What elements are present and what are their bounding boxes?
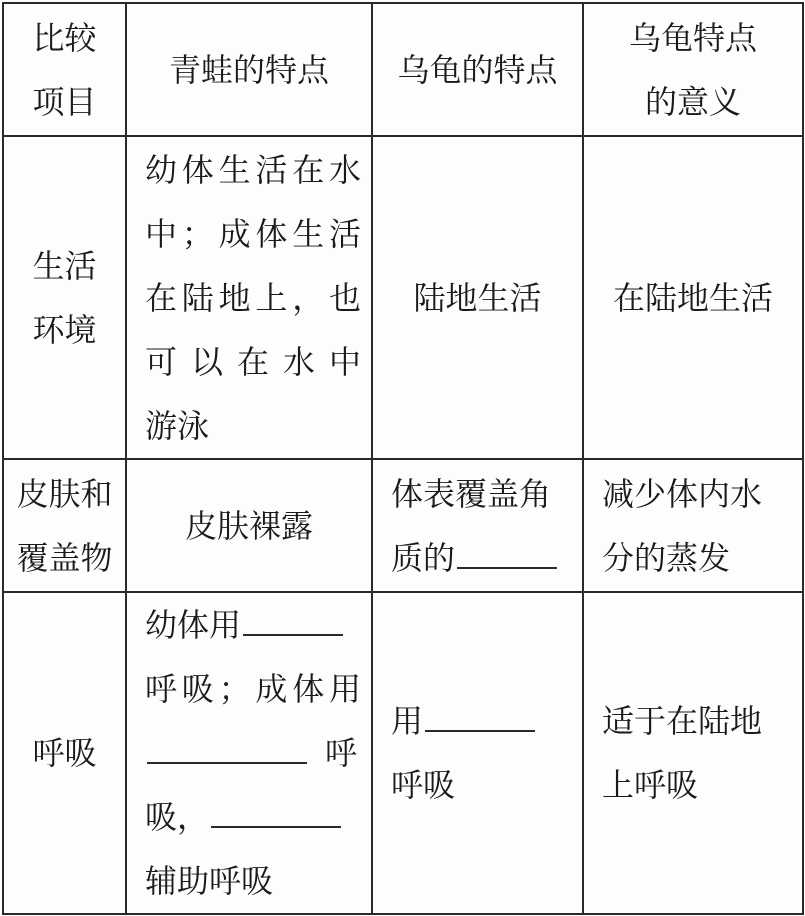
turtle-cell-skin [372,459,583,592]
item-skin-line1: 皮肤和 [16,474,113,513]
frog-habitat-line2: 中；成体生活 [145,214,361,253]
meaning-cell-skin [583,459,803,592]
table-row-skin [3,459,803,592]
frog-habitat-line3: 在陆地上，也 [145,278,361,317]
header-item [3,3,126,136]
frog-breath-line4-text: 吸， [145,798,210,836]
turtle-breath-line1 [391,689,574,753]
answer-blank-skin-covering[interactable] [457,527,557,569]
turtle-skin-line1: 体表覆盖角 [391,474,552,513]
table-row-habitat [3,136,803,459]
comparison-table [2,2,804,915]
turtle-cell-breathing [372,592,583,914]
turtle-breath-line1-text: 用 [391,702,424,740]
frog-breath-line1 [145,593,361,657]
header-row [3,3,803,136]
frog-breath-line4 [145,785,361,849]
header-item-line2: 项目 [32,82,97,121]
meaning-skin-line1: 减少体内水 [602,474,763,513]
answer-blank-turtle-breathing[interactable] [425,690,535,732]
table-row-breathing [3,592,803,914]
header-turtle: 乌龟的特点 [372,3,583,136]
frog-breath-line3-text: 呼 [325,734,358,772]
header-meaning-line1: 乌龟特点 [628,18,757,57]
turtle-cell-habitat: 陆地生活 [372,136,583,459]
answer-blank-auxiliary-breathing[interactable] [211,786,341,828]
item-cell-breathing: 呼吸 [3,592,126,914]
item-skin-line2: 覆盖物 [16,538,113,577]
frog-breath-line2: 呼吸；成体用 [145,670,361,708]
turtle-breath-line2: 呼吸 [391,766,456,804]
header-meaning-line2: 的意义 [644,82,741,121]
header-meaning [583,3,803,136]
item-habitat-line2: 环境 [32,310,97,349]
frog-breath-line1-text: 幼体用 [145,606,242,644]
meaning-cell-habitat: 在陆地生活 [583,136,803,459]
answer-blank-larva-breathing[interactable] [243,594,343,636]
turtle-skin-line2-text: 质的 [391,538,456,577]
turtle-skin-line2 [391,526,574,590]
frog-habitat-line4: 可以在水中 [145,342,361,381]
frog-habitat-line1: 幼体生活在水 [145,150,361,189]
frog-breath-line5: 辅助呼吸 [145,862,274,900]
item-cell-skin [3,459,126,592]
meaning-breath-line1: 适于在陆地 [602,702,763,740]
meaning-breath-line2: 上呼吸 [602,766,699,804]
item-habitat-line1: 生活 [32,246,97,285]
answer-blank-adult-breathing[interactable] [147,722,307,764]
frog-habitat-line5: 游泳 [145,406,210,445]
meaning-skin-line2: 分的蒸发 [602,538,731,577]
item-cell-habitat [3,136,126,459]
frog-cell-skin: 皮肤裸露 [126,459,372,592]
frog-cell-habitat [126,136,372,459]
meaning-cell-breathing [583,592,803,914]
header-item-line1: 比较 [32,18,97,57]
frog-breath-line3 [145,721,361,785]
header-frog: 青蛙的特点 [126,3,372,136]
frog-cell-breathing [126,592,372,914]
